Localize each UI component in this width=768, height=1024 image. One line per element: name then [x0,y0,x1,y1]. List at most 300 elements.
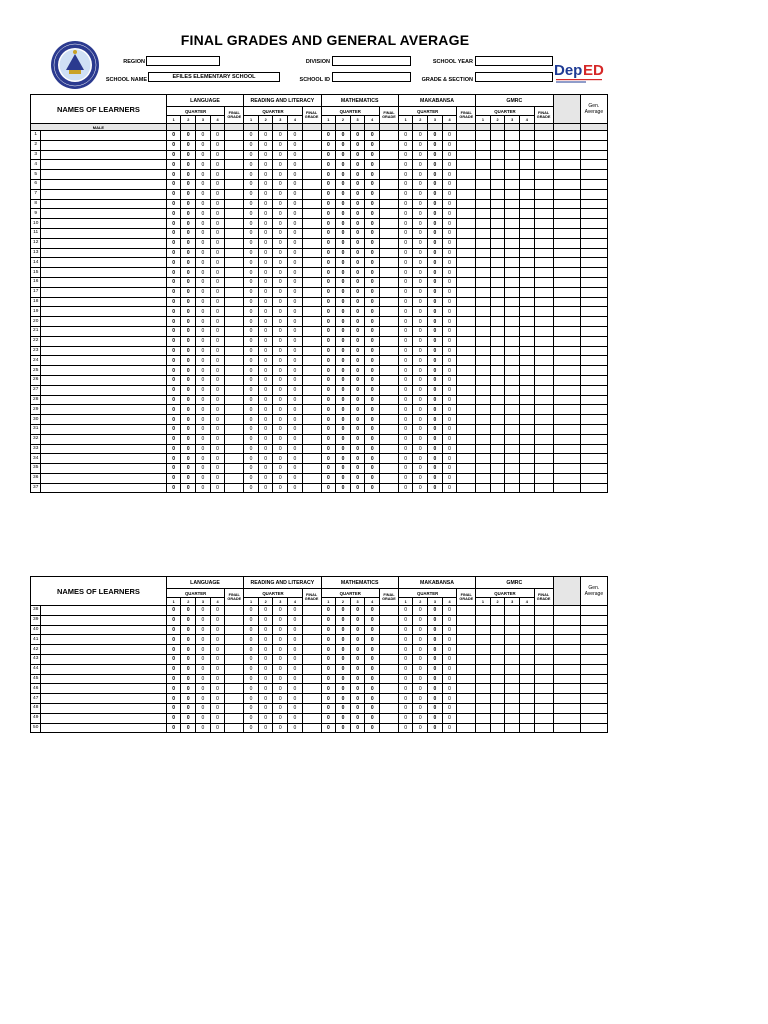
quarter-grade-cell[interactable]: 0 [196,625,211,635]
quarter-grade-cell[interactable]: 0 [350,684,365,694]
quarter-grade-cell[interactable]: 0 [210,654,225,664]
quarter-grade-cell[interactable]: 0 [181,336,196,346]
quarter-grade-cell[interactable] [490,664,505,674]
quarter-grade-cell[interactable]: 0 [442,140,457,150]
quarter-grade-cell[interactable] [490,366,505,376]
quarter-grade-cell[interactable] [520,268,535,278]
quarter-grade-cell[interactable]: 0 [350,160,365,170]
quarter-grade-cell[interactable]: 0 [196,336,211,346]
learner-name-cell[interactable] [41,405,166,415]
quarter-grade-cell[interactable] [490,395,505,405]
quarter-grade-cell[interactable]: 0 [428,606,443,616]
quarter-grade-cell[interactable]: 0 [336,268,351,278]
final-grade-cell[interactable] [534,654,553,664]
quarter-grade-cell[interactable]: 0 [321,199,336,209]
quarter-grade-cell[interactable]: 0 [273,464,288,474]
final-grade-cell[interactable] [302,131,321,141]
quarter-grade-cell[interactable]: 0 [413,209,428,219]
quarter-grade-cell[interactable]: 0 [181,703,196,713]
quarter-grade-cell[interactable]: 0 [166,454,181,464]
quarter-grade-cell[interactable]: 0 [273,483,288,493]
final-grade-cell[interactable] [380,395,399,405]
quarter-grade-cell[interactable] [490,473,505,483]
quarter-grade-cell[interactable]: 0 [336,635,351,645]
gen-average-cell[interactable] [580,268,607,278]
quarter-grade-cell[interactable] [505,444,520,454]
quarter-grade-cell[interactable] [490,209,505,219]
final-grade-cell[interactable] [534,238,553,248]
quarter-grade-cell[interactable]: 0 [442,277,457,287]
quarter-grade-cell[interactable]: 0 [196,287,211,297]
quarter-grade-cell[interactable]: 0 [350,326,365,336]
quarter-grade-cell[interactable]: 0 [273,703,288,713]
quarter-grade-cell[interactable]: 0 [258,366,273,376]
quarter-grade-cell[interactable]: 0 [244,723,259,733]
quarter-grade-cell[interactable]: 0 [321,713,336,723]
quarter-grade-cell[interactable]: 0 [273,131,288,141]
quarter-grade-cell[interactable]: 0 [210,219,225,229]
quarter-grade-cell[interactable]: 0 [413,356,428,366]
quarter-grade-cell[interactable]: 0 [244,277,259,287]
quarter-grade-cell[interactable] [490,170,505,180]
learner-name-cell[interactable] [41,454,166,464]
gen-average-cell[interactable] [580,654,607,664]
quarter-grade-cell[interactable]: 0 [273,179,288,189]
gen-average-cell[interactable] [580,209,607,219]
quarter-grade-cell[interactable]: 0 [288,140,303,150]
final-grade-cell[interactable] [457,140,476,150]
quarter-grade-cell[interactable]: 0 [196,140,211,150]
final-grade-cell[interactable] [225,277,244,287]
quarter-grade-cell[interactable]: 0 [350,444,365,454]
quarter-grade-cell[interactable]: 0 [413,723,428,733]
quarter-grade-cell[interactable]: 0 [166,131,181,141]
gen-average-cell[interactable] [580,366,607,376]
quarter-grade-cell[interactable]: 0 [398,287,413,297]
quarter-grade-cell[interactable] [476,703,491,713]
final-grade-cell[interactable] [380,703,399,713]
learner-name-cell[interactable] [41,424,166,434]
final-grade-cell[interactable] [534,150,553,160]
final-grade-cell[interactable] [457,346,476,356]
gen-average-cell[interactable] [580,219,607,229]
gen-average-cell[interactable] [580,277,607,287]
quarter-grade-cell[interactable] [490,713,505,723]
quarter-grade-cell[interactable]: 0 [210,140,225,150]
quarter-grade-cell[interactable]: 0 [196,346,211,356]
quarter-grade-cell[interactable]: 0 [442,405,457,415]
quarter-grade-cell[interactable]: 0 [273,713,288,723]
quarter-grade-cell[interactable]: 0 [442,635,457,645]
quarter-grade-cell[interactable]: 0 [350,297,365,307]
final-grade-cell[interactable] [380,434,399,444]
final-grade-cell[interactable] [534,434,553,444]
gen-average-cell[interactable] [580,131,607,141]
final-grade-cell[interactable] [457,615,476,625]
quarter-grade-cell[interactable]: 0 [244,258,259,268]
quarter-grade-cell[interactable] [520,160,535,170]
quarter-grade-cell[interactable]: 0 [336,326,351,336]
quarter-grade-cell[interactable]: 0 [288,606,303,616]
quarter-grade-cell[interactable]: 0 [181,326,196,336]
quarter-grade-cell[interactable]: 0 [428,189,443,199]
final-grade-cell[interactable] [534,385,553,395]
quarter-grade-cell[interactable]: 0 [196,356,211,366]
final-grade-cell[interactable] [302,346,321,356]
quarter-grade-cell[interactable]: 0 [258,238,273,248]
quarter-grade-cell[interactable]: 0 [336,703,351,713]
gen-average-cell[interactable] [580,395,607,405]
quarter-grade-cell[interactable]: 0 [244,473,259,483]
final-grade-cell[interactable] [457,464,476,474]
final-grade-cell[interactable] [534,606,553,616]
quarter-grade-cell[interactable]: 0 [398,694,413,704]
quarter-grade-cell[interactable]: 0 [288,268,303,278]
quarter-grade-cell[interactable]: 0 [413,415,428,425]
quarter-grade-cell[interactable]: 0 [413,434,428,444]
quarter-grade-cell[interactable]: 0 [181,615,196,625]
final-grade-cell[interactable] [457,375,476,385]
final-grade-cell[interactable] [457,326,476,336]
quarter-grade-cell[interactable]: 0 [321,238,336,248]
final-grade-cell[interactable] [380,238,399,248]
quarter-grade-cell[interactable]: 0 [442,606,457,616]
quarter-grade-cell[interactable]: 0 [413,375,428,385]
quarter-grade-cell[interactable]: 0 [210,385,225,395]
final-grade-cell[interactable] [534,160,553,170]
quarter-grade-cell[interactable]: 0 [428,317,443,327]
quarter-grade-cell[interactable]: 0 [413,179,428,189]
quarter-grade-cell[interactable] [505,307,520,317]
quarter-grade-cell[interactable]: 0 [321,131,336,141]
final-grade-cell[interactable] [380,307,399,317]
quarter-grade-cell[interactable]: 0 [350,375,365,385]
quarter-grade-cell[interactable]: 0 [365,415,380,425]
gen-average-cell[interactable] [580,444,607,454]
quarter-grade-cell[interactable] [505,615,520,625]
quarter-grade-cell[interactable]: 0 [428,713,443,723]
quarter-grade-cell[interactable]: 0 [273,346,288,356]
quarter-grade-cell[interactable]: 0 [336,248,351,258]
quarter-grade-cell[interactable]: 0 [288,287,303,297]
final-grade-cell[interactable] [302,625,321,635]
quarter-grade-cell[interactable]: 0 [398,464,413,474]
quarter-grade-cell[interactable]: 0 [321,268,336,278]
quarter-grade-cell[interactable]: 0 [365,199,380,209]
final-grade-cell[interactable] [534,140,553,150]
final-grade-cell[interactable] [380,664,399,674]
learner-name-cell[interactable] [41,238,166,248]
final-grade-cell[interactable] [457,606,476,616]
quarter-grade-cell[interactable]: 0 [442,434,457,444]
quarter-grade-cell[interactable]: 0 [350,694,365,704]
final-grade-cell[interactable] [534,248,553,258]
quarter-grade-cell[interactable]: 0 [413,424,428,434]
quarter-grade-cell[interactable]: 0 [336,140,351,150]
learner-name-cell[interactable] [41,713,166,723]
final-grade-cell[interactable] [380,140,399,150]
final-grade-cell[interactable] [534,664,553,674]
learner-name-cell[interactable] [41,131,166,141]
quarter-grade-cell[interactable]: 0 [442,209,457,219]
final-grade-cell[interactable] [457,160,476,170]
final-grade-cell[interactable] [302,228,321,238]
quarter-grade-cell[interactable]: 0 [321,307,336,317]
quarter-grade-cell[interactable] [520,713,535,723]
quarter-grade-cell[interactable]: 0 [321,140,336,150]
quarter-grade-cell[interactable]: 0 [336,258,351,268]
quarter-grade-cell[interactable]: 0 [428,228,443,238]
final-grade-cell[interactable] [225,464,244,474]
quarter-grade-cell[interactable]: 0 [442,326,457,336]
quarter-grade-cell[interactable]: 0 [428,307,443,317]
final-grade-cell[interactable] [225,199,244,209]
quarter-grade-cell[interactable]: 0 [181,405,196,415]
quarter-grade-cell[interactable] [476,674,491,684]
final-grade-cell[interactable] [302,189,321,199]
quarter-grade-cell[interactable]: 0 [321,434,336,444]
quarter-grade-cell[interactable]: 0 [166,228,181,238]
quarter-grade-cell[interactable]: 0 [210,131,225,141]
quarter-grade-cell[interactable]: 0 [428,179,443,189]
quarter-grade-cell[interactable]: 0 [244,346,259,356]
final-grade-cell[interactable] [225,179,244,189]
final-grade-cell[interactable] [534,415,553,425]
quarter-grade-cell[interactable]: 0 [413,287,428,297]
gen-average-cell[interactable] [580,424,607,434]
quarter-grade-cell[interactable]: 0 [288,464,303,474]
quarter-grade-cell[interactable]: 0 [196,684,211,694]
quarter-grade-cell[interactable]: 0 [365,228,380,238]
quarter-grade-cell[interactable]: 0 [166,189,181,199]
quarter-grade-cell[interactable] [476,415,491,425]
final-grade-cell[interactable] [534,615,553,625]
quarter-grade-cell[interactable]: 0 [442,317,457,327]
quarter-grade-cell[interactable] [520,297,535,307]
quarter-grade-cell[interactable]: 0 [288,228,303,238]
quarter-grade-cell[interactable]: 0 [350,199,365,209]
quarter-grade-cell[interactable]: 0 [166,464,181,474]
quarter-grade-cell[interactable]: 0 [336,150,351,160]
learner-name-cell[interactable] [41,336,166,346]
final-grade-cell[interactable] [302,179,321,189]
quarter-grade-cell[interactable]: 0 [288,307,303,317]
quarter-grade-cell[interactable]: 0 [196,483,211,493]
learner-name-cell[interactable] [41,434,166,444]
quarter-grade-cell[interactable] [490,703,505,713]
quarter-grade-cell[interactable]: 0 [398,326,413,336]
quarter-grade-cell[interactable]: 0 [413,405,428,415]
quarter-grade-cell[interactable]: 0 [244,170,259,180]
gen-average-cell[interactable] [580,405,607,415]
quarter-grade-cell[interactable]: 0 [288,277,303,287]
quarter-grade-cell[interactable]: 0 [181,606,196,616]
quarter-grade-cell[interactable]: 0 [210,317,225,327]
quarter-grade-cell[interactable]: 0 [428,336,443,346]
final-grade-cell[interactable] [457,703,476,713]
quarter-grade-cell[interactable]: 0 [428,375,443,385]
final-grade-cell[interactable] [457,645,476,655]
quarter-grade-cell[interactable]: 0 [273,434,288,444]
quarter-grade-cell[interactable]: 0 [244,483,259,493]
final-grade-cell[interactable] [457,179,476,189]
final-grade-cell[interactable] [534,483,553,493]
quarter-grade-cell[interactable]: 0 [210,209,225,219]
gen-average-cell[interactable] [580,140,607,150]
learner-name-cell[interactable] [41,375,166,385]
final-grade-cell[interactable] [225,473,244,483]
final-grade-cell[interactable] [225,317,244,327]
final-grade-cell[interactable] [457,385,476,395]
quarter-grade-cell[interactable] [476,219,491,229]
quarter-grade-cell[interactable]: 0 [210,434,225,444]
quarter-grade-cell[interactable]: 0 [244,287,259,297]
final-grade-cell[interactable] [380,464,399,474]
quarter-grade-cell[interactable]: 0 [442,297,457,307]
quarter-grade-cell[interactable]: 0 [258,160,273,170]
quarter-grade-cell[interactable]: 0 [442,199,457,209]
final-grade-cell[interactable] [457,434,476,444]
quarter-grade-cell[interactable]: 0 [413,170,428,180]
quarter-grade-cell[interactable] [490,277,505,287]
quarter-grade-cell[interactable] [505,160,520,170]
final-grade-cell[interactable] [380,219,399,229]
quarter-grade-cell[interactable]: 0 [442,415,457,425]
final-grade-cell[interactable] [302,238,321,248]
quarter-grade-cell[interactable]: 0 [428,454,443,464]
final-grade-cell[interactable] [534,297,553,307]
final-grade-cell[interactable] [457,209,476,219]
learner-name-cell[interactable] [41,664,166,674]
quarter-grade-cell[interactable]: 0 [210,473,225,483]
quarter-grade-cell[interactable] [476,307,491,317]
quarter-grade-cell[interactable]: 0 [442,307,457,317]
quarter-grade-cell[interactable]: 0 [413,297,428,307]
quarter-grade-cell[interactable]: 0 [166,346,181,356]
quarter-grade-cell[interactable]: 0 [428,346,443,356]
quarter-grade-cell[interactable]: 0 [413,277,428,287]
learner-name-cell[interactable] [41,219,166,229]
quarter-grade-cell[interactable]: 0 [336,405,351,415]
final-grade-cell[interactable] [302,199,321,209]
quarter-grade-cell[interactable]: 0 [273,356,288,366]
quarter-grade-cell[interactable]: 0 [196,664,211,674]
quarter-grade-cell[interactable]: 0 [413,150,428,160]
quarter-grade-cell[interactable]: 0 [196,366,211,376]
quarter-grade-cell[interactable] [505,664,520,674]
quarter-grade-cell[interactable]: 0 [210,395,225,405]
quarter-grade-cell[interactable] [520,606,535,616]
quarter-grade-cell[interactable] [505,209,520,219]
quarter-grade-cell[interactable]: 0 [196,228,211,238]
quarter-grade-cell[interactable]: 0 [288,723,303,733]
final-grade-cell[interactable] [225,434,244,444]
quarter-grade-cell[interactable]: 0 [398,131,413,141]
quarter-grade-cell[interactable]: 0 [288,674,303,684]
quarter-grade-cell[interactable] [476,366,491,376]
quarter-grade-cell[interactable] [520,375,535,385]
quarter-grade-cell[interactable]: 0 [350,405,365,415]
quarter-grade-cell[interactable]: 0 [288,625,303,635]
learner-name-cell[interactable] [41,268,166,278]
gen-average-cell[interactable] [580,150,607,160]
quarter-grade-cell[interactable]: 0 [321,625,336,635]
quarter-grade-cell[interactable] [490,336,505,346]
quarter-grade-cell[interactable]: 0 [166,375,181,385]
quarter-grade-cell[interactable]: 0 [336,606,351,616]
quarter-grade-cell[interactable]: 0 [365,703,380,713]
quarter-grade-cell[interactable] [520,307,535,317]
quarter-grade-cell[interactable]: 0 [365,674,380,684]
quarter-grade-cell[interactable]: 0 [244,654,259,664]
quarter-grade-cell[interactable]: 0 [273,287,288,297]
quarter-grade-cell[interactable]: 0 [398,434,413,444]
quarter-grade-cell[interactable]: 0 [244,150,259,160]
final-grade-cell[interactable] [302,464,321,474]
learner-name-cell[interactable] [41,654,166,664]
quarter-grade-cell[interactable]: 0 [196,434,211,444]
learner-name-cell[interactable] [41,635,166,645]
quarter-grade-cell[interactable]: 0 [210,277,225,287]
final-grade-cell[interactable] [380,473,399,483]
quarter-grade-cell[interactable]: 0 [196,277,211,287]
quarter-grade-cell[interactable]: 0 [365,654,380,664]
quarter-grade-cell[interactable]: 0 [350,473,365,483]
quarter-grade-cell[interactable]: 0 [442,664,457,674]
quarter-grade-cell[interactable] [490,248,505,258]
quarter-grade-cell[interactable]: 0 [166,248,181,258]
quarter-grade-cell[interactable] [476,454,491,464]
quarter-grade-cell[interactable]: 0 [258,674,273,684]
quarter-grade-cell[interactable]: 0 [321,415,336,425]
quarter-grade-cell[interactable] [490,297,505,307]
final-grade-cell[interactable] [534,228,553,238]
quarter-grade-cell[interactable]: 0 [398,615,413,625]
quarter-grade-cell[interactable]: 0 [413,307,428,317]
quarter-grade-cell[interactable]: 0 [210,645,225,655]
quarter-grade-cell[interactable]: 0 [166,694,181,704]
final-grade-cell[interactable] [302,395,321,405]
quarter-grade-cell[interactable]: 0 [442,395,457,405]
final-grade-cell[interactable] [457,723,476,733]
quarter-grade-cell[interactable]: 0 [258,356,273,366]
quarter-grade-cell[interactable]: 0 [258,287,273,297]
quarter-grade-cell[interactable] [490,160,505,170]
final-grade-cell[interactable] [534,464,553,474]
quarter-grade-cell[interactable]: 0 [428,464,443,474]
gen-average-cell[interactable] [580,625,607,635]
quarter-grade-cell[interactable] [476,287,491,297]
quarter-grade-cell[interactable] [505,140,520,150]
final-grade-cell[interactable] [457,356,476,366]
quarter-grade-cell[interactable]: 0 [210,228,225,238]
quarter-grade-cell[interactable]: 0 [350,287,365,297]
quarter-grade-cell[interactable]: 0 [442,674,457,684]
quarter-grade-cell[interactable]: 0 [336,415,351,425]
quarter-grade-cell[interactable] [520,635,535,645]
final-grade-cell[interactable] [225,483,244,493]
quarter-grade-cell[interactable]: 0 [365,317,380,327]
quarter-grade-cell[interactable]: 0 [321,287,336,297]
quarter-grade-cell[interactable]: 0 [166,434,181,444]
quarter-grade-cell[interactable]: 0 [321,395,336,405]
final-grade-cell[interactable] [225,615,244,625]
quarter-grade-cell[interactable]: 0 [350,464,365,474]
quarter-grade-cell[interactable] [505,694,520,704]
learner-name-cell[interactable] [41,645,166,655]
final-grade-cell[interactable] [225,326,244,336]
quarter-grade-cell[interactable]: 0 [442,228,457,238]
